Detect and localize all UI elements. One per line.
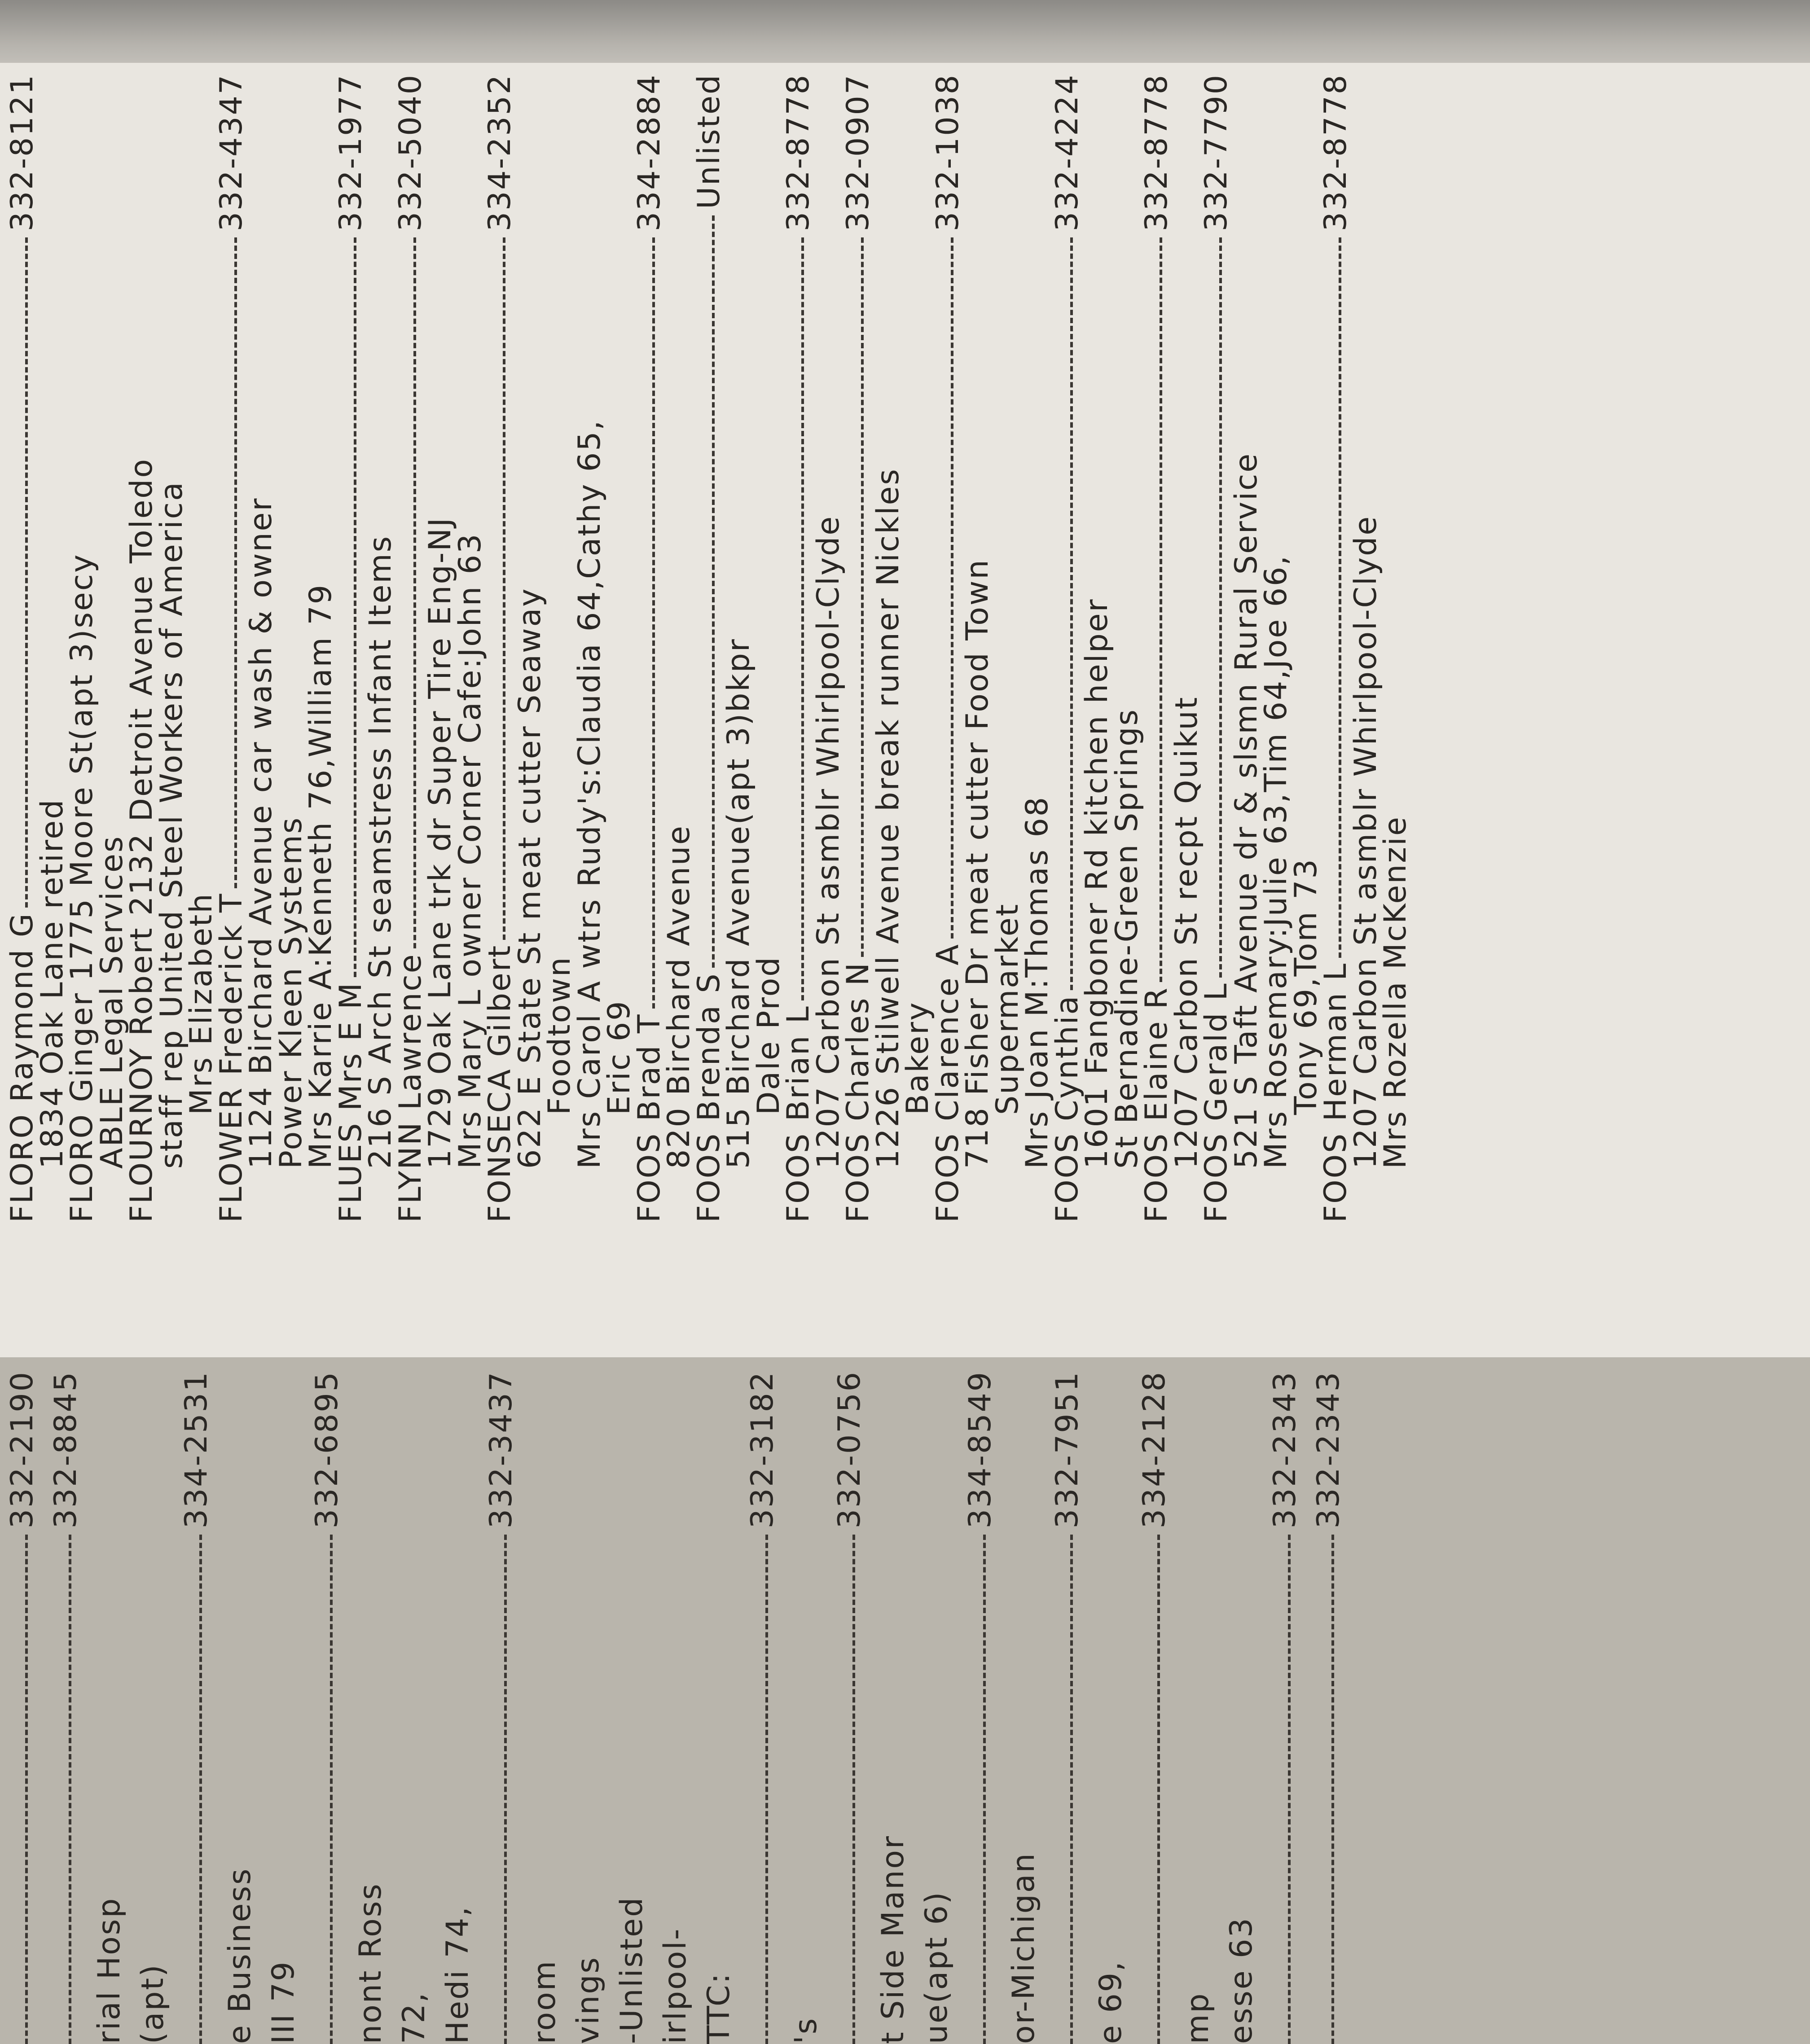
entry-text: Eric 69 xyxy=(602,1000,637,1115)
leader-dashes xyxy=(652,237,655,1009)
entry-text: FOOS Charles N xyxy=(840,961,876,1223)
entry-text: FOOS Clarence A xyxy=(930,943,966,1223)
entry-text: FOOS Brenda S xyxy=(691,972,727,1223)
phone-number: 332-8778 xyxy=(1318,74,1353,232)
entry-text: FOOS Elaine R xyxy=(1139,986,1174,1223)
left-column-fragment xyxy=(1267,1371,1303,2044)
phone-number: 332-2343 xyxy=(1311,1371,1346,1529)
left-column-fragment xyxy=(1311,1371,1347,2044)
left-column-fragment xyxy=(1180,1371,1216,2044)
entry-text: FOOS Cynthia xyxy=(1049,994,1085,1223)
leader-dashes xyxy=(983,1535,986,2044)
entry-text: Mrs Karrie A:Kenneth 76,William 79 xyxy=(303,583,338,1169)
phone-number: 332-8845 xyxy=(48,1371,83,1529)
leader-dashes xyxy=(801,237,804,1000)
leader-dashes xyxy=(330,1535,333,2044)
entry-text: 1207 Carbon St recpt Quikut xyxy=(1169,696,1204,1169)
leader-dashes xyxy=(951,237,953,939)
left-column-fragment xyxy=(1224,1371,1260,2044)
entry-text: FLOWER Frederick T xyxy=(213,892,249,1223)
phone-number: 332-2190 xyxy=(4,1371,40,1529)
entry-text: FLORO Ginger 1775 Moore St(apt 3)secy xyxy=(64,553,100,1223)
entry-text: 1207 Carbon St asmblr Whirlpool-Clyde xyxy=(810,515,846,1169)
leader-dashes xyxy=(1331,1535,1334,2044)
entry-text: 1601 Fangboner Rd kitchen helper xyxy=(1079,598,1115,1169)
leader-dashes xyxy=(354,237,356,977)
entry-text: TTC: xyxy=(701,1972,737,2044)
left-column-fragment xyxy=(701,1371,737,2044)
phone-number: 332-1977 xyxy=(333,74,369,232)
entry-text: nont Ross xyxy=(353,1882,388,2044)
entry-text: FLOURNOY Robert 2132 Detroit Avenue Toledo xyxy=(124,457,159,1223)
entry-text: Supermarket xyxy=(989,903,1025,1115)
entry-text: Mrs Rosemary:Julie 63,Tim 64,Joe 66, xyxy=(1258,554,1294,1169)
left-column-fragment xyxy=(4,1371,40,2044)
leader-dashes xyxy=(712,215,715,968)
left-column-fragment xyxy=(266,1371,302,2044)
left-column-fragment xyxy=(1093,1371,1129,2044)
entry-text: 1124 Birchard Avenue car wash & owner xyxy=(243,497,279,1169)
directory-page xyxy=(0,63,1810,2044)
entry-text: Hedi 74, xyxy=(440,1905,475,2044)
left-column-fragment xyxy=(527,1371,563,2044)
left-column-fragment xyxy=(353,1371,389,2044)
leader-dashes xyxy=(765,1535,768,2044)
entry-text: -Unlisted xyxy=(614,1896,650,2044)
leader-dashes xyxy=(1339,237,1341,958)
left-column-fragment xyxy=(919,1371,955,2044)
left-column-fragment xyxy=(483,1371,519,2044)
entry-text: (apt) xyxy=(135,1963,171,2044)
leader-dashes xyxy=(234,237,237,888)
entry-text: St Bernadine-Green Springs xyxy=(1109,708,1145,1169)
phone-number: 332-2343 xyxy=(1267,1371,1303,1529)
entry-text: FLYNN Lawrence xyxy=(392,953,428,1223)
phone-number: 332-4224 xyxy=(1049,74,1085,232)
phone-number: 334-2352 xyxy=(482,74,518,232)
phone-number: 332-0907 xyxy=(840,74,876,232)
phone-number: 332-3437 xyxy=(483,1371,519,1529)
entry-text: FOOS Brad T xyxy=(631,1013,667,1223)
leader-dashes xyxy=(69,1535,71,2044)
left-column-fragment xyxy=(222,1371,258,2044)
phone-number: 334-2884 xyxy=(631,74,667,232)
entry-text: FLORO Raymond G xyxy=(4,912,40,1223)
directory-entry-line xyxy=(1378,74,1414,1223)
left-column-fragment xyxy=(1050,1371,1085,2044)
phone-number: 334-2128 xyxy=(1137,1371,1172,1529)
phone-number: Unlisted xyxy=(691,74,727,209)
phone-number: 332-7951 xyxy=(1050,1371,1085,1529)
left-column-fragment xyxy=(962,1371,998,2044)
entry-text: 515 Birchard Avenue(apt 3)bkpr xyxy=(721,638,756,1169)
rotated-page-content xyxy=(0,63,1810,2044)
entry-text: FOOS Herman L xyxy=(1318,962,1353,1223)
entry-text: III 79 xyxy=(266,1960,301,2044)
leader-dashes xyxy=(413,237,416,948)
leader-dashes xyxy=(1157,1535,1160,2044)
left-column-fragment xyxy=(875,1371,911,2044)
left-column-fragment xyxy=(440,1371,476,2044)
leader-dashes xyxy=(199,1535,202,2044)
left-column-fragment xyxy=(48,1371,84,2044)
entry-text: Mrs Mary L owner Corner Cafe:John 63 xyxy=(452,532,488,1169)
phone-number: 332-8778 xyxy=(781,74,816,232)
entry-text: t Side Manor xyxy=(875,1835,911,2044)
entry-text: FONSECA Gilbert xyxy=(482,944,518,1223)
phone-number: 332-3182 xyxy=(745,1371,780,1529)
leader-dashes xyxy=(504,1535,507,2044)
entry-text: 's xyxy=(788,2017,824,2044)
left-column-fragment xyxy=(571,1371,606,2044)
entry-text: 1729 Oak Lane trk dr Super Tire Eng-NJ xyxy=(422,516,458,1169)
entry-text: ABLE Legal Services xyxy=(94,835,130,1169)
entry-text: Bakery xyxy=(900,1001,936,1115)
left-column-fragment xyxy=(396,1371,432,2044)
entry-text: esse 63 xyxy=(1224,1917,1259,2044)
left-column-fragment xyxy=(135,1371,171,2044)
leader-dashes xyxy=(852,1535,855,2044)
entry-text: Tony 69,Tom 73 xyxy=(1288,858,1324,1115)
leader-dashes xyxy=(1070,1535,1073,2044)
entry-text: 718 Fisher Dr meat cutter Food Town xyxy=(960,558,995,1169)
entry-text: Power Kleen Systems xyxy=(273,816,309,1169)
entry-text: rial Hosp xyxy=(92,1897,127,2044)
entry-text: FOOS Brian L xyxy=(781,1005,816,1223)
entry-text: 521 S Taft Avenue dr & slsmn Rural Service xyxy=(1228,452,1264,1169)
entry-text: 72, xyxy=(396,1991,432,2044)
left-column-fragment xyxy=(658,1371,694,2044)
entry-text: Mrs Carol A wtrs Rudy's:Claudia 64,Cathy 65, xyxy=(571,419,607,1169)
left-column-fragment xyxy=(1137,1371,1173,2044)
entry-text: irlpool- xyxy=(658,1927,693,2044)
left-column-fragment xyxy=(614,1371,650,2044)
phone-number: 334-2531 xyxy=(179,1371,214,1529)
left-column-fragment xyxy=(92,1371,127,2044)
left-column-fragment xyxy=(788,1371,824,2044)
phone-number: 332-8121 xyxy=(4,74,40,232)
left-column-fragment xyxy=(832,1371,868,2044)
entry-text: FLUES Mrs E M xyxy=(333,981,369,1223)
entry-text: Foodtown xyxy=(542,956,577,1115)
entry-text: e Business xyxy=(222,1867,258,2044)
phone-number: 332-7790 xyxy=(1199,74,1234,232)
leader-dashes xyxy=(503,237,505,940)
leader-dashes xyxy=(25,237,28,908)
left-column-fragment xyxy=(179,1371,215,2044)
phone-number: 332-8778 xyxy=(1139,74,1174,232)
entry-text: room xyxy=(527,1960,562,2044)
entry-text: Mrs Joan M:Thomas 68 xyxy=(1019,795,1055,1169)
entry-text: e 69, xyxy=(1093,1960,1129,2044)
leader-dashes xyxy=(861,237,864,957)
left-column-fragment xyxy=(745,1371,781,2044)
left-column-fragment xyxy=(1006,1371,1042,2044)
entry-text: FOOS Gerald L xyxy=(1199,982,1234,1223)
entry-text: Mrs Elizabeth xyxy=(184,892,219,1115)
entry-text: 1834 Oak Lane retired xyxy=(34,798,70,1169)
phone-number: 332-1038 xyxy=(930,74,966,232)
leader-dashes xyxy=(1219,237,1222,978)
leader-dashes xyxy=(25,1535,28,2044)
leader-dashes xyxy=(1160,237,1162,982)
phone-number: 332-5040 xyxy=(392,74,428,232)
phone-number: 332-6895 xyxy=(309,1371,345,1529)
entry-text: 820 Birchard Avenue xyxy=(661,825,697,1169)
entry-text: ue(apt 6) xyxy=(919,1890,954,2044)
leader-dashes xyxy=(1070,237,1073,990)
phone-number: 334-8549 xyxy=(962,1371,998,1529)
entry-text: Mrs Rozella McKenzie xyxy=(1378,816,1413,1169)
entry-text: staff rep United Steel Workers of America xyxy=(154,481,189,1169)
entry-text: 1226 Stilwell Avenue break runner Nickles xyxy=(870,468,906,1169)
left-column-fragment xyxy=(309,1371,345,2044)
phone-number: 332-0756 xyxy=(832,1371,867,1529)
phone-number: 332-4347 xyxy=(213,74,249,232)
entry-text: or-Michigan xyxy=(1006,1852,1041,2044)
entry-text: mp xyxy=(1180,1992,1216,2044)
entry-text: vings xyxy=(571,1956,606,2044)
entry-text: Dale Prod xyxy=(751,956,786,1115)
entry-text: 1207 Carbon St asmblr Whirlpool-Clyde xyxy=(1348,515,1384,1169)
entry-text: 216 S Arch St seamstress Infant Items xyxy=(363,535,398,1169)
entry-text: 622 E State St meat cutter Seaway xyxy=(512,587,548,1169)
leader-dashes xyxy=(1288,1535,1291,2044)
